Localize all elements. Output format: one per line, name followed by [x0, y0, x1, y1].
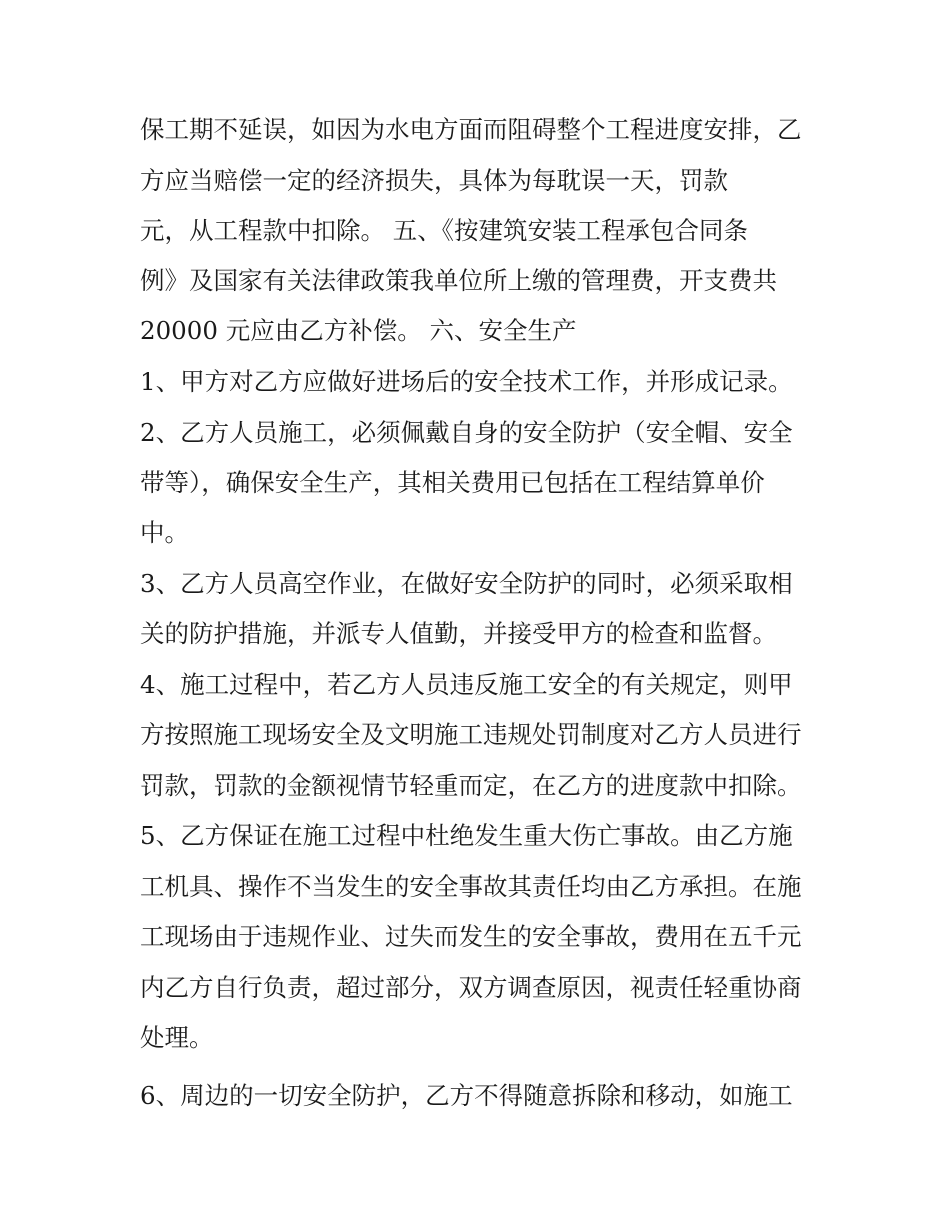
text-line-12: 4、施工过程中，若乙方人员违反施工安全的有关规定，则甲 [140, 670, 793, 699]
text-line-14: 罚款，罚款的金额视情节轻重而定，在乙方的进度款中扣除。 [140, 771, 802, 800]
text-line-16: 工机具、操作不当发生的安全事故其责任均由乙方承担。在施 [140, 872, 802, 901]
text-line-1: 保工期不延误，如因为水电方面而阻碍整个工程进度安排，乙 [140, 115, 802, 144]
text-line-9: 中。 [140, 518, 189, 547]
text-line-15: 5、乙方保证在施工过程中杜绝发生重大伤亡事故。由乙方施 [140, 821, 793, 850]
text-line-17: 工现场由于违规作业、过失而发生的安全事故，费用在五千元 [140, 922, 802, 951]
text-line-13: 方按照施工现场安全及文明施工违规处罚制度对乙方人员进行 [140, 720, 802, 749]
text-line-2: 方应当赔偿一定的经济损失，具体为每耽误一天，罚款 [140, 166, 728, 195]
text-line-20: 6、周边的一切安全防护，乙方不得随意拆除和移动，如施工 [140, 1081, 793, 1110]
text-line-4: 例》及国家有关法律政策我单位所上缴的管理费，开支费共 [140, 266, 777, 295]
text-line-3: 元，从工程款中扣除。 五、《按建筑安装工程承包合同条 [140, 216, 749, 245]
text-line-6: 1、甲方对乙方应做好进场后的安全技术工作，并形成记录。 [140, 367, 793, 396]
text-line-19: 处理。 [140, 1023, 214, 1052]
text-line-18: 内乙方自行负责，超过部分，双方调查原因，视责任轻重协商 [140, 973, 802, 1002]
text-line-5: 20000 元应由乙方补偿。 六、安全生产 [140, 316, 577, 345]
text-line-7: 2、乙方人员施工，必须佩戴自身的安全防护（安全帽、安全 [140, 418, 793, 447]
text-line-8: 带等），确保安全生产，其相关费用已包括在工程结算单价 [140, 468, 765, 497]
text-line-10: 3、乙方人员高空作业，在做好安全防护的同时，必须采取相 [140, 569, 793, 598]
text-line-11: 关的防护措施，并派专人值勤，并接受甲方的检查和监督。 [140, 619, 777, 648]
